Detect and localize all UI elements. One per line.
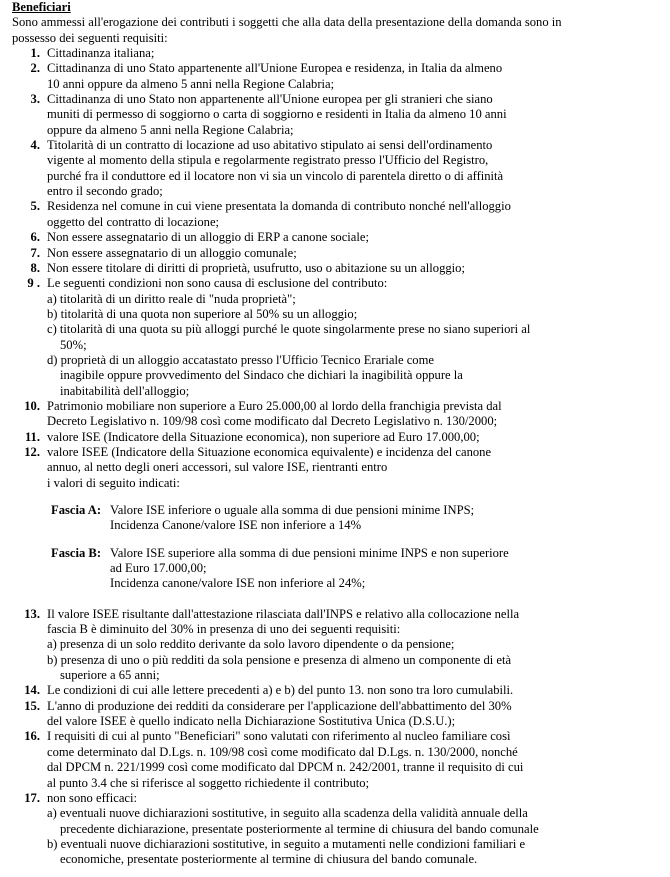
sub-item-line: superiore a 65 anni; [60, 668, 160, 683]
list-item [10, 729, 660, 790]
intro-paragraph [10, 15, 660, 46]
item-number: 7. [30, 245, 40, 260]
list-item [10, 246, 660, 261]
sub-item-line: precedente dichiarazione, presentate posteriormente al termine di chiusura del bando comunale [60, 821, 539, 836]
item-text-line: Cittadinanza italiana; [47, 46, 155, 61]
list-item [10, 699, 660, 730]
section-title: Beneficiari [12, 0, 71, 14]
item-text-line: Titolarità di un contratto di locazione ad uso abitativo stipulato ai sensi dell'ordinamento [47, 138, 493, 153]
item-number: 4. [30, 138, 40, 153]
item-number: 16. [24, 729, 40, 744]
item-text-line: al punto 3.4 che si riferisce al soggetto richiedente il contributo; [47, 775, 370, 790]
list-item [10, 430, 660, 445]
fascia-b-block [10, 546, 660, 592]
list-item [10, 445, 660, 491]
item-text-line: purché fra il conduttore ed il locatore non vi sia un vincolo di parentela diretto o di affinità [47, 168, 504, 183]
sub-item-line: economiche, presentate posteriormente al termine di chiusura del bando comunale. [60, 852, 478, 867]
item-number: 10. [24, 398, 40, 413]
item-text-line: Non essere titolare di diritti di proprietà, usufrutto, uso o abitazione su un alloggio; [47, 260, 465, 275]
sub-item-line: b) titolarità di una quota non superiore al 50% su un alloggio; [47, 306, 358, 321]
list-item [10, 92, 660, 138]
fascia-a-line: Valore ISE inferiore o uguale alla somma di due pensioni minime INPS; [110, 503, 475, 517]
item-text-line: oppure da almeno 5 anni nella Regione Calabria; [47, 122, 294, 137]
fascia-a-label: Fascia A: [51, 503, 102, 517]
item-number: 1. [30, 46, 40, 61]
item-number: 11. [24, 429, 40, 444]
list-item [10, 230, 660, 245]
item-number: 13. [24, 606, 40, 621]
item-text-line: Le condizioni di cui alle lettere precedenti a) e b) del punto 13. non sono tra loro cumulabili. [47, 683, 514, 698]
item-text-line: Residenza nel comune in cui viene presentata la domanda di contributo nonché nell'alloggio [47, 199, 511, 214]
fascia-a-line: Incidenza Canone/valore ISE non inferiore a 14% [110, 518, 362, 533]
item-text-line: i valori di seguito indicati: [47, 475, 180, 490]
item-text-line: Le seguenti condizioni non sono causa di esclusione del contributo: [47, 276, 388, 291]
item-number: 6. [30, 230, 40, 245]
item-number: 8. [30, 260, 40, 275]
item-number: 5. [30, 199, 40, 214]
intro-line: possesso dei seguenti requisiti: [12, 30, 168, 45]
list-item [10, 61, 660, 92]
item-text-line: 10 anni oppure da almeno 5 anni nella Regione Calabria; [47, 76, 335, 91]
item-text-line: del valore ISEE è quello indicato nella Dichiarazione Sostitutiva Unica (D.S.U.); [47, 714, 456, 729]
item-text-line: Il valore ISEE risultante dall'attestazione rilasciata dall'INPS e relativo alla collocazione nella [47, 606, 520, 621]
sub-item-line: c) titolarità di una quota su più alloggi purché le quote singolarmente prese no siano superiori al [47, 322, 531, 337]
list-item [10, 607, 660, 684]
item-text-line: dal DPCM n. 221/1999 così come modificato dal DPCM n. 242/2001, tranne il requisito di cui [47, 760, 524, 775]
list-item [10, 46, 660, 61]
item-text-line: valore ISE (Indicatore della Situazione economica), non superiore ad Euro 17.000,00; [47, 429, 480, 444]
item-text-line: come determinato dal D.Lgs. n. 109/98 così come modificato dal D.Lgs. n. 130/2000, nonché [47, 744, 518, 759]
sub-item-line: a) titolarità di un diritto reale di "nuda proprietà"; [47, 291, 296, 306]
sub-item-line: a) presenza di un solo reddito derivante da solo lavoro dipendente o da pensione; [47, 637, 455, 652]
item-text-line: Patrimonio mobiliare non superiore a Euro 25.000,00 al lordo della franchigia prevista dal [47, 398, 502, 413]
requirements-list-continued [10, 399, 660, 491]
sub-item-line: d) proprietà di un alloggio accatastato presso l'Ufficio Tecnico Erariale come [47, 352, 434, 367]
list-item [10, 276, 660, 399]
sub-item-line: inabitabilità dell'alloggio; [60, 383, 190, 398]
requirements-list [10, 46, 660, 399]
list-item [10, 399, 660, 430]
list-item [10, 683, 660, 698]
item-text-line: Cittadinanza di uno Stato appartenente all'Unione Europea e residenza, in Italia da almeno [47, 61, 503, 76]
item-text-line: Non essere assegnatario di un alloggio comunale; [47, 245, 297, 260]
list-item [10, 138, 660, 199]
item-text-line: Cittadinanza di uno Stato non appartenente all'Unione europea per gli stranieri che siano [47, 92, 493, 107]
fascia-b-line: Incidenza canone/valore ISE non inferiore al 24%; [110, 576, 366, 591]
item-text-line: annuo, al netto degli oneri accessori, sul valore ISE, rientranti entro [47, 460, 388, 475]
item-number: 14. [24, 683, 40, 698]
item-text-line: valore ISEE (Indicatore della Situazione economica equivalente) e incidenza del canone [47, 444, 492, 459]
fascia-b-line: ad Euro 17.000,00; [110, 561, 207, 576]
sub-item-line: b) eventuali nuove dichiarazioni sostitutive, in seguito a mutamenti nelle condizioni familiari e [47, 836, 526, 851]
item-text-line: I requisiti di cui al punto "Beneficiari" sono valutati con riferimento al nucleo familiare così [47, 729, 511, 744]
item-text-line: entro il secondo grado; [47, 184, 163, 199]
document-page [10, 0, 660, 868]
sub-item-line: inagibile oppure provvedimento del Sindaco che dichiari la inagibilità oppure la [60, 368, 463, 383]
item-text-line: non sono efficaci: [47, 790, 137, 805]
item-text-line: oggetto del contratto di locazione; [47, 214, 220, 229]
item-text-line: Non essere assegnatario di un alloggio di ERP a canone sociale; [47, 230, 369, 245]
requirements-list-final [10, 607, 660, 868]
item-text-line: vigente al momento della stipula e regolarmente registrato presso l'Ufficio del Registro, [47, 153, 489, 168]
list-item [10, 791, 660, 868]
intro-line: Sono ammessi all'erogazione dei contributi i soggetti che alla data della presentazione della domanda sono in [12, 15, 562, 30]
list-item [10, 261, 660, 276]
fascia-b-line: Valore ISE superiore alla somma di due pensioni minime INPS e non superiore [110, 545, 509, 560]
list-item [10, 199, 660, 230]
sub-item-line: b) presenza di uno o più redditi da sola pensione e presenza di almeno un componente di età [47, 652, 512, 667]
item-number: 17. [24, 790, 40, 805]
item-text-line: muniti di permesso di soggiorno o carta di soggiorno e residenti in Italia da almeno 10 anni [47, 107, 507, 122]
item-number: 2. [30, 61, 40, 76]
sub-item-line: 50%; [60, 337, 87, 352]
fascia-a-block [10, 503, 660, 534]
item-text-line: L'anno di produzione dei redditi da considerare per l'applicazione dell'abbattimento del 30% [47, 698, 512, 713]
item-number: 12. [24, 444, 40, 459]
item-number: 3. [30, 92, 40, 107]
item-text-line: fascia B è diminuito del 30% in presenza di uno dei seguenti requisiti: [47, 622, 401, 637]
item-number: 9 . [27, 276, 40, 291]
item-text-line: Decreto Legislativo n. 109/98 così come modificato dal Decreto Legislativo n. 130/2000; [47, 414, 498, 429]
sub-item-line: a) eventuali nuove dichiarazioni sostitutive, in seguito alla scadenza della validità annuale della [47, 806, 528, 821]
item-number: 15. [24, 698, 40, 713]
fascia-b-label: Fascia B: [51, 545, 102, 560]
